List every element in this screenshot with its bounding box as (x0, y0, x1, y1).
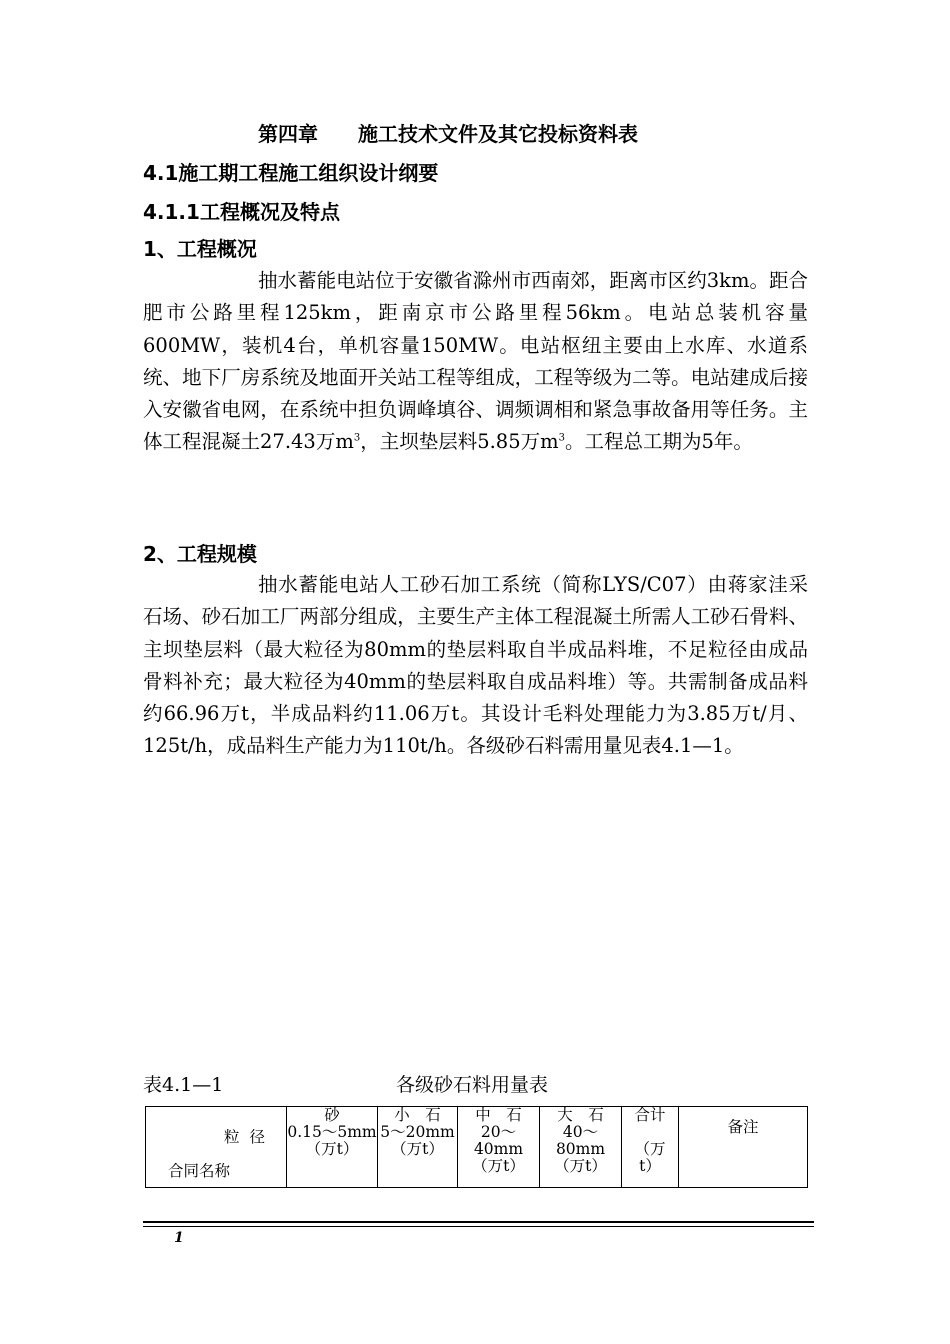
table-number: 表4.1—1 (143, 1074, 224, 1096)
item1-title: 1、工程概况 (143, 237, 257, 261)
para1-text-c: 。工程总工期为5年。 (565, 430, 753, 454)
subsection-title: 4.1.1工程概况及特点 (143, 200, 340, 224)
header-contract-name: 合同名称 (168, 1162, 231, 1180)
section-title: 4.1施工期工程施工组织设计纲要 (143, 161, 439, 185)
superscript-3: 3 (558, 432, 565, 444)
col-total: 合计 （万 t） (622, 1107, 679, 1188)
item2-title: 2、工程规模 (143, 542, 257, 566)
footer-rule-thin (143, 1226, 814, 1227)
table-header-row (146, 1107, 808, 1188)
header-grain-size: 粒径 (224, 1128, 276, 1146)
para1-text-b: ，主坝垫层料5.85万m (360, 430, 559, 454)
col-sand: 砂 0.15～5mm （万t） (287, 1107, 378, 1188)
paragraph-project-scale (143, 569, 808, 763)
table-title: 各级砂石料用量表 (396, 1074, 549, 1096)
para2-text: 抽水蓄能电站人工砂石加工系统（简称LYS/C07）由蒋家洼采石场、砂石加工厂两部分组成，主要生产主体工程混凝土所需人工砂石骨料、主坝垫层料（最大粒径为80mm的垫层料取自半成品料堆，不足粒径由成品骨料补充；最大粒径为40mm的垫层料取自成品料堆）等。共需制备成品料约66.96万t，半成品料约11.06万t。其设计毛料处理能力为3.85万t/月、125t/h，成品料生产能力为110t/h。各级砂石料需用量见表4.1—1。 (143, 573, 808, 758)
para1-text-a: 抽水蓄能电站位于安徽省滁州市西南郊，距离市区约3km。距合肥市公路里程125km，距南京市公路里程56km。电站总装机容量600MW，装机4台，单机容量150MW。电站枢纽主要由上水库、水道系统、地下厂房系统及地面开关站工程等组成，工程等级为二等。电站建成后接入安徽省电网，在系统中担负调峰填谷、调频调相和紧急事故备用等任务。主体工程混凝土27.43万m (143, 269, 808, 454)
paragraph-project-overview (143, 265, 808, 459)
diagonal-header-cell (146, 1107, 287, 1188)
col-medium-stone: 中 石 20～40mm （万t） (458, 1107, 540, 1188)
col-large-stone: 大 石 40～80mm （万t） (540, 1107, 622, 1188)
col-small-stone: 小 石 5～20mm （万t） (378, 1107, 458, 1188)
footer-rule-thick (143, 1221, 814, 1223)
superscript-3: 3 (353, 432, 361, 444)
aggregate-usage-table (145, 1106, 808, 1188)
col-remark: 备注 (679, 1107, 808, 1188)
chapter-title: 第四章 施工技术文件及其它投标资料表 (258, 122, 638, 146)
page-number: 1 (174, 1230, 184, 1246)
